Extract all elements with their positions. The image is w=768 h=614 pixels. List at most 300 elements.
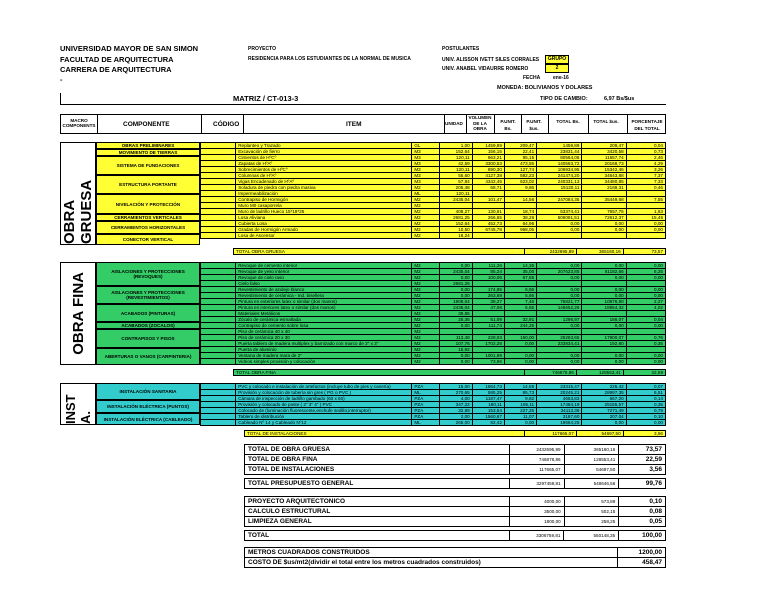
value-cell: 9,82 — [504, 396, 536, 402]
value-cell: 1560,67 — [472, 414, 504, 420]
value-cell: 80564,06 — [537, 155, 582, 161]
value-cell: 0,07 — [626, 384, 665, 390]
item-cell: Pintura en exteriores latex o similar (dos manos) — [236, 299, 412, 305]
value-cell: 6745,78 — [472, 227, 504, 233]
value-cell: 890,30 — [472, 167, 504, 173]
value-cell: M3 — [412, 161, 439, 167]
value-cell: 35449,68 — [582, 197, 626, 203]
applicant-2: UNIV. ANABEL VIDAURRE ROMERO — [442, 66, 529, 72]
value-cell: 192,80 — [582, 341, 626, 347]
value-cell — [472, 233, 504, 239]
value-cell: 0,00 — [537, 323, 582, 329]
item-cell: Cableado Nº 14 y Cableado Nº12 — [236, 420, 412, 426]
value-cell: 0,00 — [439, 287, 472, 293]
value-cell: 7,33 — [626, 179, 665, 185]
item-cell: Muro M0 casaporrela — [236, 203, 412, 209]
faculty-name: FACULTAD DE ARQUITECTURA — [60, 55, 174, 64]
value-cell: 4,29 — [626, 161, 665, 167]
table-row — [201, 420, 666, 426]
item-cell: Tablero de distribución — [236, 414, 412, 420]
value-cell: 14,55 — [504, 384, 536, 390]
value-cell: 120,11 — [439, 191, 472, 197]
value-cell: M2 — [412, 335, 439, 341]
value-cell: 38,26 — [504, 215, 536, 221]
col-code: CÓDIGO — [213, 121, 240, 128]
value-cell: 100,06 — [472, 275, 504, 281]
summary-usd: 128553,41 — [564, 455, 619, 465]
item-cell: Sobrecimientos de HºCº — [236, 167, 412, 173]
value-cell: 10,50 — [439, 227, 472, 233]
value-cell: 25263,65 — [537, 335, 582, 341]
value-cell: 233834,41 — [537, 341, 582, 347]
value-cell: 244,25 — [504, 323, 536, 329]
value-cell: 7657,75 — [582, 209, 626, 215]
value-cell: 4,02 — [626, 305, 665, 311]
value-cell: 2681,25 — [439, 215, 472, 221]
item-cell: Columnas de HºAº — [236, 173, 412, 179]
col-macro: MACRO COMPONENTS — [62, 118, 96, 128]
value-cell: PZA — [412, 396, 439, 402]
value-cell: 0,00 — [439, 359, 472, 365]
value-cell: 106934,95 — [537, 167, 582, 173]
value-cell: 205,48 — [439, 185, 472, 191]
value-cell: 247084,35 — [537, 197, 582, 203]
value-cell: 20245,21 — [537, 390, 582, 396]
summary-bs: 746878,86 — [509, 455, 564, 465]
item-cell: Provisión y colocado de poste ( 2" 3" 4" ) PVC — [236, 402, 412, 408]
grand-total-usd: 550148,35 — [564, 531, 619, 541]
component-label: ESTRUCTURA PORTANTE — [96, 175, 200, 194]
summary-row — [245, 455, 666, 465]
item-cell: Contrapiso de cemento sobre losa — [236, 323, 412, 329]
value-cell: 64,96 — [504, 221, 536, 227]
value-cell: M3 — [412, 155, 439, 161]
value-cell: 1702,28 — [472, 341, 504, 347]
value-cell: 127,74 — [504, 167, 536, 173]
value-cell: 0,79 — [626, 408, 665, 414]
item-cell: Zócalo de cerámica esmaltada — [236, 317, 412, 323]
value-cell: 32,89 — [439, 408, 472, 414]
value-cell: M3 — [412, 149, 439, 155]
item-cell: Soladura de piedra con piedra masiva — [236, 185, 412, 191]
value-cell: 0,10 — [626, 414, 665, 420]
value-cell: 18954,32 — [582, 305, 626, 311]
value-cell: 6,51 — [626, 390, 665, 396]
value-cell: 18,74 — [504, 209, 536, 215]
value-cell: 9,86 — [504, 185, 536, 191]
value-cell: 6,25 — [626, 269, 665, 275]
value-cell: 152,64 — [439, 221, 472, 227]
value-cell: M2 — [412, 281, 439, 287]
value-cell: 1564,73 — [472, 384, 504, 390]
summary-label: TOTAL DE OBRA FINA — [245, 455, 510, 465]
value-cell: M2 — [412, 233, 439, 239]
value-cell: 0,00 — [537, 221, 582, 227]
code-cell — [201, 420, 236, 426]
value-cell: 7,37 — [626, 173, 665, 179]
final-label: METROS CUADRADOS CONSTRUIDOS — [245, 548, 618, 558]
fina-table — [200, 262, 666, 365]
applicants-label: POSTULANTES — [442, 46, 480, 52]
fina-total-usd: 128553,41 — [576, 370, 623, 376]
component-label: CERRAMIENTOS VERTICALES — [96, 214, 200, 221]
item-cell: Excavación de fierro — [236, 149, 412, 155]
value-cell: M2 — [412, 275, 439, 281]
value-cell: 0,00 — [504, 420, 536, 426]
fina-total-bs: 746878,86 — [525, 370, 576, 376]
value-cell: 1459,89 — [537, 143, 582, 149]
item-cell: Provisión y colocación de tubería sin gres ( PG o PVC ) — [236, 390, 412, 396]
value-cell: 4653,83 — [537, 396, 582, 402]
value-cell: M2 — [412, 185, 439, 191]
fina-total-label: TOTAL OBRA FINA — [234, 370, 525, 376]
value-cell: 180,11 — [472, 402, 504, 408]
value-cell: M3 — [412, 173, 439, 179]
col-percent: PORCENTAJE DEL TOTAL — [631, 119, 663, 131]
section-label-inst: INST A. — [63, 394, 93, 424]
value-cell: 347,22 — [439, 402, 472, 408]
column-header-row — [60, 114, 666, 134]
value-cell: 2435,04 — [439, 197, 472, 203]
item-cell: Vidrios simples provisión y colocación — [236, 359, 412, 365]
value-cell: 19664,25 — [537, 420, 582, 426]
summary-usd: 502,15 — [564, 507, 619, 517]
value-cell: ML — [412, 420, 439, 426]
value-cell: PZA — [412, 384, 439, 390]
component-label: ABERTURAS O VANOS (CARPINTERIA) — [96, 348, 200, 365]
value-cell: M2 — [412, 263, 439, 269]
value-cell: M2 — [412, 341, 439, 347]
value-cell: 1296,97 — [537, 317, 582, 323]
value-cell: M2 — [412, 287, 439, 293]
value-cell: M2 — [412, 203, 439, 209]
value-cell: 15,00 — [439, 384, 472, 390]
inst-total-bs: 117665,07 — [525, 431, 576, 437]
value-cell: 0,00 — [626, 263, 665, 269]
value-cell: 0,00 — [582, 359, 626, 365]
value-cell: 0,00 — [626, 420, 665, 426]
value-cell: 2,27 — [626, 299, 665, 305]
item-cell: PVC y colocado e instalación de artefactos (incluye tubo de pies y canería) — [236, 384, 412, 390]
value-cell: 0,04 — [626, 317, 665, 323]
gruesa-total-label: TOTAL OBRA GRUESA — [234, 249, 525, 255]
final-row — [245, 548, 666, 558]
component-label: INSTALACIÓN ELÉCTRICA (PUNTOS) — [96, 400, 200, 413]
value-cell: 150,00 — [504, 335, 536, 341]
value-cell: 185,11 — [504, 402, 536, 408]
value-cell: 140563,72 — [537, 161, 582, 167]
item-cell: Cubierta Losa — [236, 221, 412, 227]
value-cell: 1906,04 — [439, 299, 472, 305]
value-cell: 1001,89 — [472, 353, 504, 359]
value-cell: 623,02 — [504, 179, 536, 185]
summary-label: TOTAL DE OBRA GRUESA — [245, 445, 510, 455]
value-cell: M2 — [412, 353, 439, 359]
item-cell: Cámara de inspección de ladrillo gambado (60 x 60) — [236, 396, 412, 402]
value-cell: 2681,25 — [439, 281, 472, 287]
project-name: RESIDENCIA PARA LOS ESTUDIANTES DE LA NORMAL DE MUSICA — [248, 56, 411, 62]
value-cell: M2 — [412, 305, 439, 311]
final-value: 1200,00 — [617, 548, 665, 558]
inst-components — [96, 383, 200, 425]
inst-total-row — [244, 430, 666, 437]
group-label: GRUPO — [545, 55, 569, 64]
value-cell: 17484,19 — [537, 402, 582, 408]
value-cell: 186,07 — [582, 317, 626, 323]
budget-table — [244, 478, 666, 489]
value-cell: 1,63 — [626, 209, 665, 215]
value-cell: 0,00 — [626, 293, 665, 299]
item-cell: Piso de cerámica 40 x 40 — [236, 329, 412, 335]
value-cell: 0,00 — [582, 420, 626, 426]
value-cell: 174,85 — [472, 287, 504, 293]
value-cell: 14,35 — [504, 263, 536, 269]
value-cell: 130,61 — [472, 209, 504, 215]
value-cell: 207,04 — [582, 414, 626, 420]
value-cell: 25,35 — [439, 317, 472, 323]
value-cell: 0,00 — [537, 359, 582, 365]
col-volume: VOLUMEN DE LA OBRA — [468, 115, 492, 131]
summary-label: TOTAL DE INSTALACIONES — [245, 465, 510, 475]
group-value: 2 — [545, 64, 569, 73]
component-label: AISLACIONES Y PROTECCIONES (REVOQUES) — [96, 262, 200, 286]
value-cell: M2 — [412, 209, 439, 215]
value-cell: 0,00 — [439, 263, 472, 269]
value-cell — [626, 233, 665, 239]
item-cell: Vigas Encadenado de HºAº — [236, 179, 412, 185]
item-cell: Muro de ladrillo Hueco 15*18*25 — [236, 209, 412, 215]
value-cell: 0,00 — [537, 275, 582, 281]
table-row — [201, 359, 666, 365]
table-row — [201, 233, 666, 239]
component-label: OBRAS PRELIMINARES — [96, 142, 200, 149]
value-cell: 6,55 — [504, 287, 536, 293]
value-cell: 0,00 — [582, 275, 626, 281]
component-label: ACABADOS (PINTURAS) — [96, 304, 200, 322]
component-label: MOVIMIENTO DE TIERRAS — [96, 149, 200, 156]
value-cell: 1,00 — [439, 143, 472, 149]
value-cell: 85,73 — [504, 390, 536, 396]
value-cell: 111,74 — [472, 323, 504, 329]
section-label-gruesa: OBRA GRUESA — [61, 179, 95, 244]
summary-label: PROYECTO ARQUITECTONICO — [245, 497, 510, 507]
value-cell: 968,05 — [504, 227, 536, 233]
col-component: COMPONENTE — [123, 121, 170, 128]
value-cell: 3300,53 — [472, 161, 504, 167]
value-cell: 35,00 — [504, 269, 536, 275]
currency-label: MONEDA: BOLIVIANOS Y DOLARES — [497, 85, 593, 91]
component-label: CONTRAPISOS Y PISOS — [96, 329, 200, 348]
value-cell: 0,00 — [537, 293, 582, 299]
gruesa-total-bs: 2432695,89 — [525, 249, 576, 255]
value-cell: 156,15 — [472, 149, 504, 155]
value-cell: 0,00 — [504, 353, 536, 359]
item-cell: Revestimiento de cerámica - Ind. bisellera — [236, 293, 412, 299]
section-label-fina: OBRA FINA — [69, 272, 87, 355]
value-cell: 72612,37 — [582, 215, 626, 221]
value-cell: 0,00 — [439, 323, 472, 329]
fina-components — [96, 262, 200, 365]
item-cell: Revestimiento de azulejo blanco — [236, 287, 412, 293]
section-obra-fina — [60, 262, 96, 365]
value-cell: 0,00 — [626, 221, 665, 227]
value-cell: M2 — [412, 317, 439, 323]
gruesa-total-row — [233, 248, 666, 255]
value-cell: 15,92 — [439, 347, 472, 353]
value-cell: 7,55 — [626, 197, 665, 203]
value-cell: 0,73 — [626, 149, 665, 155]
inst-total-usd: 54697,50 — [576, 431, 623, 437]
matrix-title-bar — [60, 93, 666, 105]
summary-bs: 1800,00 — [510, 517, 565, 527]
value-cell: 68,71 — [472, 185, 504, 191]
value-cell: 7271,49 — [582, 408, 626, 414]
value-cell: 473,55 — [504, 161, 536, 167]
value-cell — [537, 233, 582, 239]
item-cell: Gradas de Hormigón Armado — [236, 227, 412, 233]
value-cell: 34643,88 — [582, 173, 626, 179]
value-cell: M2 — [412, 215, 439, 221]
applicant-1: UNIV. ALISSON IVETT SILES CORRALES — [442, 57, 540, 63]
project-label: PROYECTO — [248, 46, 276, 52]
value-cell: 0,00 — [626, 227, 665, 233]
summary-row — [245, 507, 666, 517]
value-cell: 73,96 — [472, 359, 504, 365]
value-cell: 240331,13 — [537, 179, 582, 185]
value-cell: 0,00 — [504, 359, 536, 365]
value-cell: 0,76 — [626, 335, 665, 341]
value-cell: M2 — [412, 329, 439, 335]
budget-label: TOTAL PRESUPUESTO GENERAL — [245, 479, 510, 489]
inst-table — [200, 383, 666, 426]
item-cell: Materiales Metálicos — [236, 311, 412, 317]
value-cell: 241474,20 — [537, 173, 582, 179]
value-cell: 0,00 — [582, 353, 626, 359]
value-cell: 23315,47 — [537, 384, 582, 390]
value-cell: 15,45 — [626, 215, 665, 221]
value-cell: 0,00 — [582, 287, 626, 293]
summary-row — [245, 517, 666, 527]
date-value: ene-16 — [553, 75, 569, 81]
grand-total-pct: 100,00 — [619, 531, 666, 541]
final-label: COSTO DE $us/mt2(dividir el total entre los metros cuadrados construidos) — [245, 558, 618, 568]
code-cell — [201, 359, 236, 365]
value-cell: 1187,47 — [472, 396, 504, 402]
gruesa-total-pct: 73,57 — [623, 249, 665, 255]
value-cell: M3 — [412, 167, 439, 173]
component-label: INSTALACIÓN ELÉCTRICA (CABLEADO) — [96, 413, 200, 425]
summary-usd: 54697,50 — [564, 465, 619, 475]
summary-usd: 365160,16 — [564, 445, 619, 455]
item-cell: Cimientos de HºCº — [236, 155, 412, 161]
section-obra-gruesa — [60, 142, 96, 245]
value-cell: 120,11 — [439, 155, 472, 161]
value-cell: 23831,44 — [537, 149, 582, 155]
value-cell: 107,76 — [439, 341, 472, 347]
value-cell: M2 — [412, 323, 439, 329]
value-cell: 32,91 — [504, 317, 536, 323]
career-name: CARRERA DE ARQUITECTURA — [60, 65, 172, 74]
value-cell: 67,85 — [504, 275, 536, 281]
budget-bs: 3297459,81 — [509, 479, 564, 489]
final-row — [245, 558, 666, 568]
value-cell: 7,46 — [504, 299, 536, 305]
value-cell: 95,15 — [504, 155, 536, 161]
value-cell: 0,35 — [626, 341, 665, 347]
value-cell: ML — [412, 390, 439, 396]
item-cell: Revoque de yeso interior — [236, 269, 412, 275]
value-cell: 0,00 — [537, 353, 582, 359]
item-cell: Puerta tablero de madera multiplex y barnizado con marco de 2" x 3" — [236, 341, 412, 347]
value-cell: 25155,57 — [582, 402, 626, 408]
item-cell: Revoque de cielo raso — [236, 275, 412, 281]
summary-label: CALCULO ESTRUCTURAL — [245, 507, 510, 517]
value-cell: 408,27 — [439, 209, 472, 215]
value-cell: 0,04 — [626, 143, 665, 149]
value-cell: 6,55 — [504, 305, 536, 311]
value-cell: 22,41 — [504, 149, 536, 155]
budget-usd: 548646,56 — [564, 479, 619, 489]
value-cell: M2 — [412, 359, 439, 365]
component-label: NIVELACIÓN Y PROTECCIÓN — [96, 194, 200, 214]
grand-total-table — [244, 530, 666, 541]
value-cell: 34113,36 — [537, 408, 582, 414]
final-value: 458,47 — [617, 558, 665, 568]
value-cell: 0,00 — [504, 341, 536, 347]
gruesa-table — [200, 142, 666, 239]
value-cell: 111,26 — [472, 263, 504, 269]
value-cell: M2 — [412, 347, 439, 353]
value-cell: 14,56 — [504, 197, 536, 203]
col-total-usd: TOTAL $us. — [593, 119, 619, 124]
value-cell: 11557,74 — [582, 155, 626, 161]
value-cell: M2 — [412, 197, 439, 203]
value-cell: 663,21 — [472, 155, 504, 161]
value-cell: 11,07 — [504, 414, 536, 420]
value-cell: 34480,85 — [582, 179, 626, 185]
gruesa-components — [96, 142, 200, 245]
value-cell: 57,84 — [439, 179, 472, 185]
item-cell: Cielo falso — [236, 281, 412, 287]
code-cell — [201, 233, 236, 239]
value-cell: 82,42 — [472, 420, 504, 426]
item-cell: Losa Aliviana — [236, 215, 412, 221]
component-label: ACABADOS (ZOCALOS) — [96, 322, 200, 329]
item-cell: Revoque de cemento interior — [236, 263, 412, 269]
value-cell: 2,46 — [626, 155, 665, 161]
value-cell: 0,00 — [537, 263, 582, 269]
value-cell: ML — [412, 191, 439, 197]
summary-usd: 258,25 — [564, 517, 619, 527]
section-instalaciones — [60, 383, 96, 425]
value-cell: 0,46 — [626, 185, 665, 191]
value-cell: 4,00 — [439, 396, 472, 402]
value-cell: 17900,07 — [582, 335, 626, 341]
value-cell: 3,26 — [626, 167, 665, 173]
value-cell: 38,27 — [472, 299, 504, 305]
exchange-value: 6,97 Bs/$us — [604, 96, 635, 102]
item-cell: Impermeabilización — [236, 191, 412, 197]
col-unit-price-bs: P.UNIT. Bs. — [500, 119, 516, 131]
value-cell: 15120,11 — [537, 185, 582, 191]
component-label: CONECTOR VERTICAL — [96, 234, 200, 245]
value-cell: PZA — [412, 414, 439, 420]
value-cell: 0,00 — [582, 323, 626, 329]
col-total-bs: TOTAL Bs. — [556, 119, 580, 124]
value-cell: 452,73 — [472, 221, 504, 227]
value-cell: 61182,66 — [582, 269, 626, 275]
item-cell: Piso de cerámica 20 x 30 — [236, 335, 412, 341]
